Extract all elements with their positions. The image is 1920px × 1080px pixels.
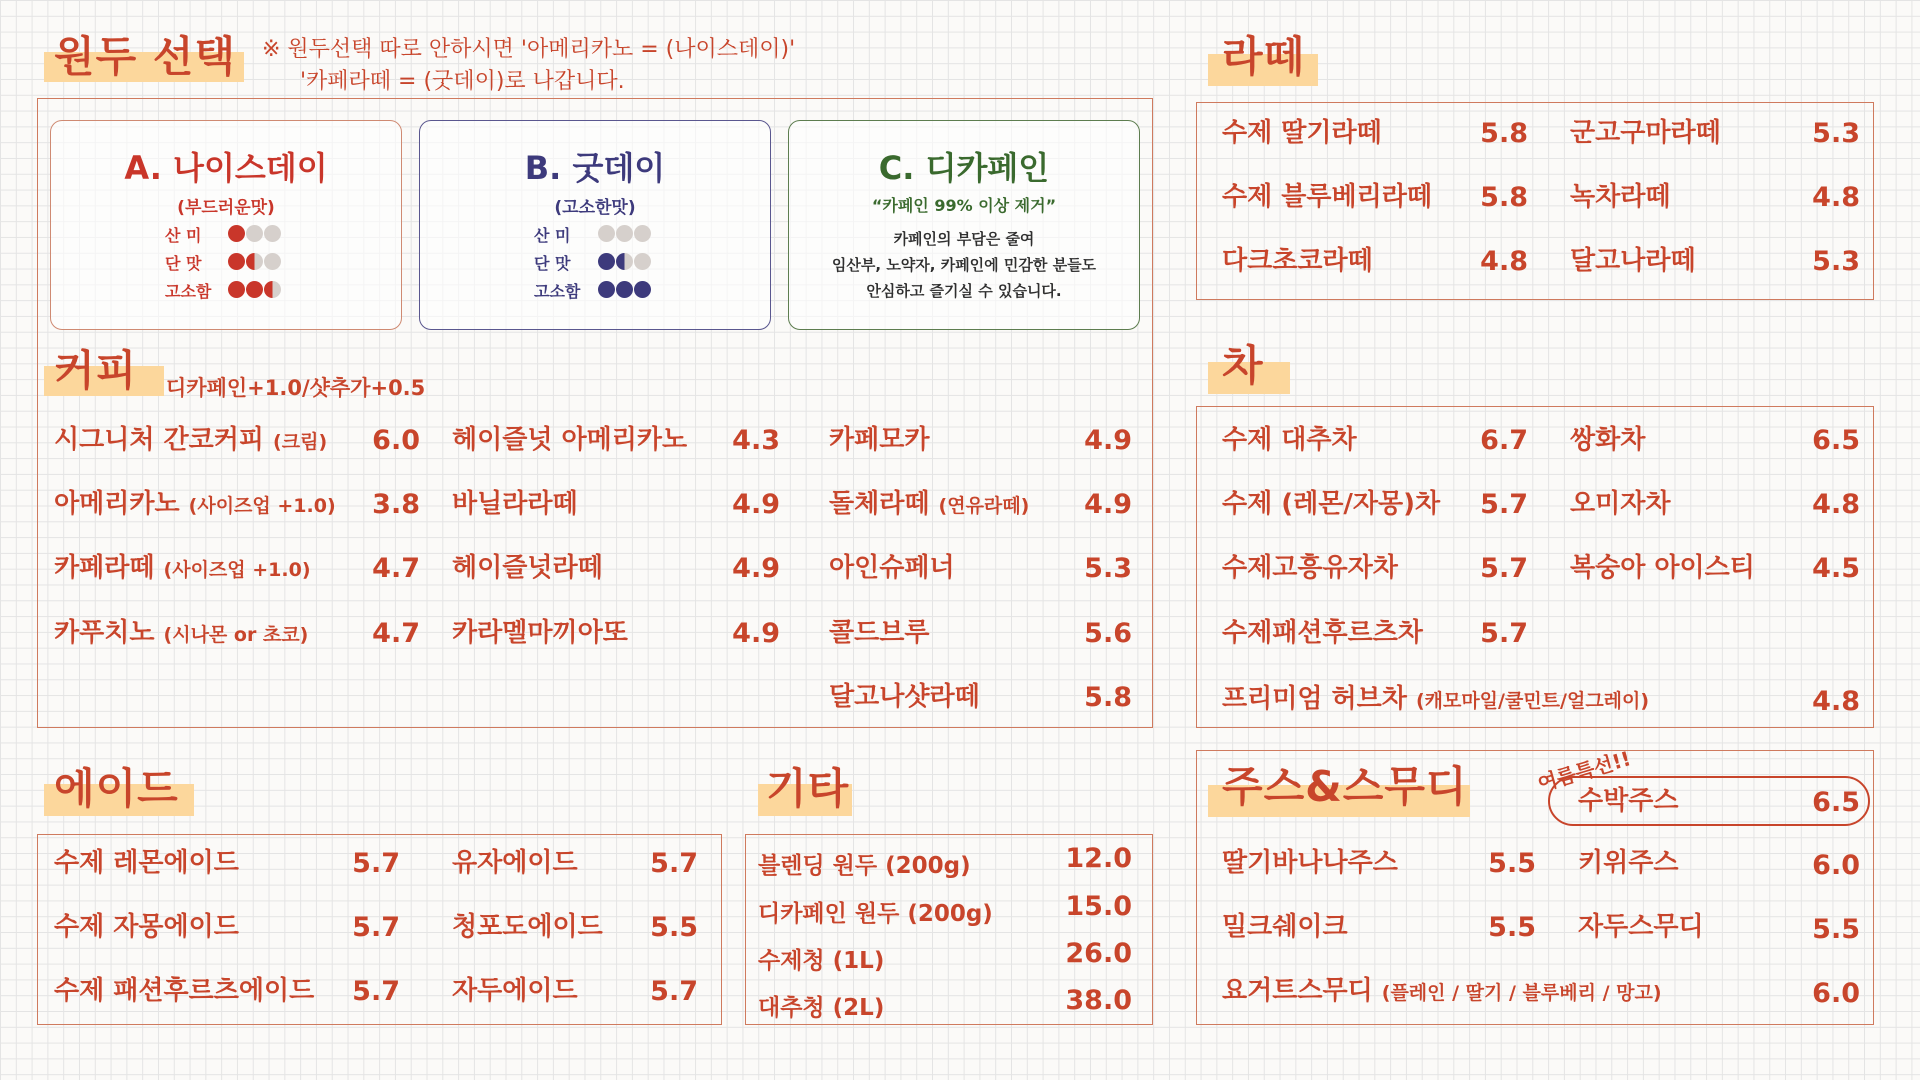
menu-item[interactable]: 돌체라떼 (연유라떼) xyxy=(829,489,1030,519)
taste-label: 산 미 xyxy=(165,226,202,245)
menu-item[interactable]: 자두에이드 xyxy=(452,976,578,1006)
ade-heading: 에이드 xyxy=(54,764,179,813)
menu-price: 4.9 xyxy=(1084,489,1132,520)
taste-dot xyxy=(634,225,651,242)
taste-dot xyxy=(264,225,281,242)
taste-dot xyxy=(228,281,245,298)
menu-item[interactable]: 헤이즐넛 아메리카노 xyxy=(452,425,688,455)
menu-item[interactable]: 수제 레몬에이드 xyxy=(54,848,239,878)
menu-price: 5.7 xyxy=(1480,489,1528,520)
coffee-extra: 디카페인+1.0/샷추가+0.5 xyxy=(166,376,426,400)
taste-label: 고소함 xyxy=(165,282,212,301)
bean-note-line2: '카페라떼 = (굿데이)로 나갑니다. xyxy=(300,69,625,94)
taste-dot xyxy=(616,225,633,242)
taste-dots xyxy=(598,223,652,243)
bean-option-niceday[interactable] xyxy=(50,120,402,330)
menu-item[interactable]: 복숭아 아이스티 xyxy=(1570,553,1755,583)
menu-price: 5.5 xyxy=(1488,912,1536,943)
menu-item[interactable]: 카페라떼 (사이즈업 +1.0) xyxy=(54,553,311,583)
bean-decaf-desc xyxy=(789,226,1139,304)
taste-dot xyxy=(598,225,615,242)
tea-heading: 차 xyxy=(1222,341,1264,390)
menu-price: 4.9 xyxy=(732,553,780,584)
menu-item[interactable]: 디카페인 원두 (200g) xyxy=(758,901,993,927)
menu-price: 5.7 xyxy=(352,976,400,1007)
menu-price: 5.5 xyxy=(1488,848,1536,879)
menu-price: 6.5 xyxy=(1812,787,1860,818)
bean-note-line1: ※ 원두선택 따로 안하시면 '아메리카노 = (나이스데이)' xyxy=(262,37,796,62)
menu-item[interactable]: 수제 블루베리라떼 xyxy=(1222,182,1432,212)
special-tag: 여름특선!! xyxy=(1534,746,1634,796)
menu-item[interactable]: 헤이즐넛라떼 xyxy=(452,553,603,583)
menu-item[interactable]: 오미자차 xyxy=(1570,489,1671,519)
menu-price: 38.0 xyxy=(1065,985,1132,1016)
menu-price: 4.8 xyxy=(1812,489,1860,520)
menu-item[interactable]: 수제 자몽에이드 xyxy=(54,912,239,942)
juice-heading: 주스&스무디 xyxy=(1222,762,1468,811)
taste-dots xyxy=(598,251,652,271)
taste-dots xyxy=(228,251,282,271)
menu-price: 4.7 xyxy=(372,618,420,649)
taste-dot xyxy=(264,281,281,298)
menu-item[interactable]: 카페모카 xyxy=(829,425,930,455)
menu-price: 4.9 xyxy=(732,618,780,649)
menu-price: 4.8 xyxy=(1812,686,1860,717)
menu-item[interactable]: 청포도에이드 xyxy=(452,912,603,942)
taste-dot xyxy=(246,225,263,242)
menu-price: 5.7 xyxy=(1480,553,1528,584)
taste-dots xyxy=(598,279,652,299)
menu-price: 6.0 xyxy=(1812,978,1860,1009)
bean-option-sub: “카페인 99% 이상 제거” xyxy=(871,196,1057,215)
menu-price: 5.7 xyxy=(1480,618,1528,649)
etc-heading: 기타 xyxy=(766,764,850,813)
bean-option-title: C. 디카페인 xyxy=(878,149,1050,187)
bean-option-title: A. 나이스데이 xyxy=(124,149,328,187)
menu-price: 5.5 xyxy=(1812,914,1860,945)
menu-item[interactable]: 아메리카노 (사이즈업 +1.0) xyxy=(54,489,336,519)
menu-price: 5.3 xyxy=(1084,553,1132,584)
taste-dot xyxy=(598,281,615,298)
menu-item-special[interactable]: 수박주스 xyxy=(1578,786,1679,816)
menu-price: 15.0 xyxy=(1065,891,1132,922)
taste-dot xyxy=(228,225,245,242)
taste-dots xyxy=(228,279,282,299)
menu-item[interactable]: 콜드브루 xyxy=(829,618,930,648)
menu-price: 5.8 xyxy=(1480,182,1528,213)
menu-item[interactable]: 바닐라라떼 xyxy=(452,489,578,519)
menu-price: 5.7 xyxy=(352,848,400,879)
menu-item[interactable]: 아인슈페너 xyxy=(829,553,955,583)
menu-item[interactable]: 카라멜마끼아또 xyxy=(452,618,628,648)
menu-price: 5.3 xyxy=(1812,118,1860,149)
menu-item[interactable]: 달고나라떼 xyxy=(1570,246,1696,276)
menu-item[interactable]: 수제고흥유자차 xyxy=(1222,553,1398,583)
menu-price: 6.0 xyxy=(372,425,420,456)
menu-price: 5.3 xyxy=(1812,246,1860,277)
menu-item[interactable]: 쌍화차 xyxy=(1570,425,1646,455)
menu-item[interactable]: 유자에이드 xyxy=(452,848,578,878)
taste-dot xyxy=(634,281,651,298)
menu-price: 6.7 xyxy=(1480,425,1528,456)
menu-item[interactable]: 수제 (레몬/자몽)차 xyxy=(1222,489,1441,519)
menu-price: 3.8 xyxy=(372,489,420,520)
menu-item[interactable]: 달고나샷라떼 xyxy=(829,682,980,712)
menu-item[interactable]: 딸기바나나주스 xyxy=(1222,848,1398,878)
taste-dot xyxy=(598,253,615,270)
menu-item[interactable]: 수제 대추차 xyxy=(1222,425,1357,455)
menu-price: 5.5 xyxy=(650,912,698,943)
menu-item[interactable]: 밀크쉐이크 xyxy=(1222,912,1348,942)
taste-dot xyxy=(634,253,651,270)
taste-dots xyxy=(228,223,282,243)
menu-item[interactable]: 키위주스 xyxy=(1578,848,1679,878)
decaf-desc-line: 안심하고 즐기실 수 있습니다. xyxy=(866,282,1062,300)
menu-item[interactable]: 수제청 (1L) xyxy=(758,948,885,974)
bean-option-sub: (고소한맛) xyxy=(554,198,636,218)
latte-heading: 라떼 xyxy=(1222,32,1306,81)
menu-item[interactable]: 다크초코라떼 xyxy=(1222,246,1373,276)
bean-heading: 원두 선택 xyxy=(54,32,236,81)
menu-item[interactable]: 카푸치노 (시나몬 or 초코) xyxy=(54,618,309,648)
menu-price: 4.8 xyxy=(1812,182,1860,213)
taste-dot xyxy=(264,253,281,270)
menu-price: 4.5 xyxy=(1812,553,1860,584)
menu-price: 4.9 xyxy=(732,489,780,520)
taste-label: 단 맛 xyxy=(534,254,571,273)
menu-price: 4.3 xyxy=(732,425,780,456)
menu-price: 26.0 xyxy=(1065,938,1132,969)
menu-price: 4.9 xyxy=(1084,425,1132,456)
menu-item[interactable]: 군고구마라떼 xyxy=(1570,118,1721,148)
taste-dot xyxy=(246,253,263,270)
menu-price: 5.8 xyxy=(1480,118,1528,149)
taste-dot xyxy=(246,281,263,298)
taste-label: 산 미 xyxy=(534,226,571,245)
menu-item[interactable]: 요거트스무디 (플레인 / 딸기 / 블루베리 / 망고) xyxy=(1222,976,1662,1006)
decaf-desc-line: 카페인의 부담은 줄여 xyxy=(893,230,1035,248)
taste-dot xyxy=(228,253,245,270)
taste-dot xyxy=(616,281,633,298)
menu-price: 5.6 xyxy=(1084,618,1132,649)
menu-item[interactable]: 녹차라떼 xyxy=(1570,182,1671,212)
bean-option-decaf[interactable] xyxy=(788,120,1140,330)
menu-price: 5.7 xyxy=(352,912,400,943)
menu-item[interactable]: 대추청 (2L) xyxy=(758,995,885,1021)
menu-price: 4.8 xyxy=(1480,246,1528,277)
menu-item[interactable]: 블렌딩 원두 (200g) xyxy=(758,853,971,879)
menu-item[interactable]: 수제패션후르츠차 xyxy=(1222,618,1423,648)
taste-dot xyxy=(616,253,633,270)
taste-label: 단 맛 xyxy=(165,254,202,273)
menu-item[interactable]: 수제 패션후르츠에이드 xyxy=(54,976,315,1006)
menu-price: 12.0 xyxy=(1065,843,1132,874)
menu-price: 5.7 xyxy=(650,976,698,1007)
decaf-desc-line: 임산부, 노약자, 카페인에 민감한 분들도 xyxy=(831,256,1097,274)
menu-price: 4.7 xyxy=(372,553,420,584)
bean-option-title: B. 굿데이 xyxy=(524,149,666,187)
coffee-heading: 커피 xyxy=(54,346,138,395)
menu-item[interactable]: 프리미엄 허브차 (캐모마일/쿨민트/얼그레이) xyxy=(1222,684,1650,714)
menu-item[interactable]: 시그니처 간코커피 (크림) xyxy=(54,425,328,455)
bean-option-goodday[interactable] xyxy=(419,120,771,330)
bean-option-sub: (부드러운맛) xyxy=(177,198,275,218)
menu-price: 5.8 xyxy=(1084,682,1132,713)
menu-item[interactable]: 자두스무디 xyxy=(1578,912,1704,942)
menu-price: 6.5 xyxy=(1812,425,1860,456)
taste-label: 고소함 xyxy=(534,282,581,301)
menu-price: 6.0 xyxy=(1812,850,1860,881)
menu-item[interactable]: 수제 딸기라떼 xyxy=(1222,118,1382,148)
menu-price: 5.7 xyxy=(650,848,698,879)
